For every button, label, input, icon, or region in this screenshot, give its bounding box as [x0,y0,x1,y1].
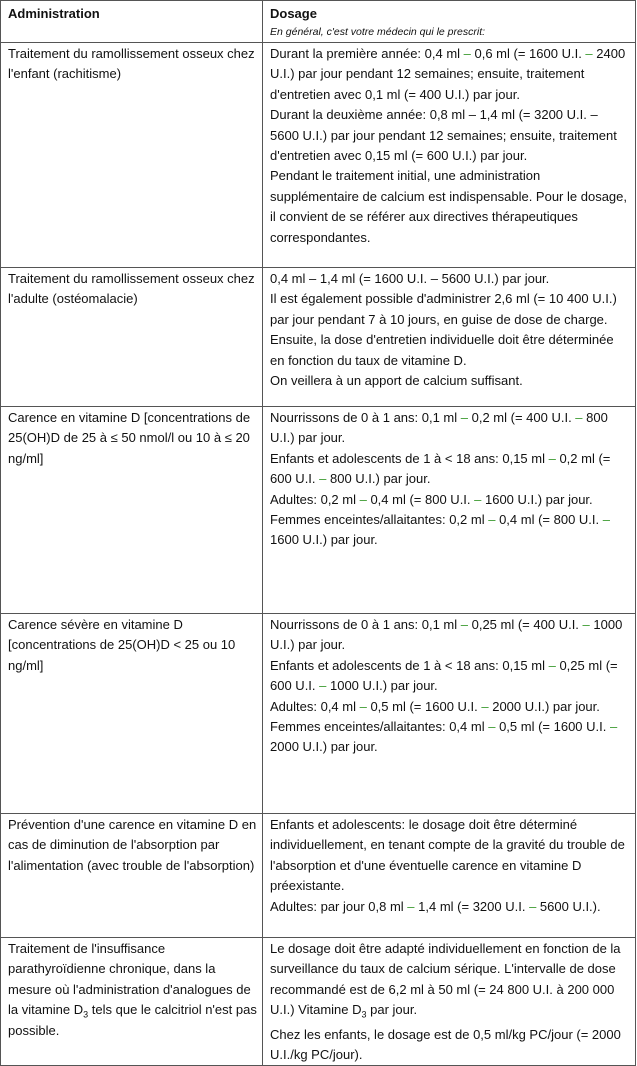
dosage-text: Pendant le traitement initial, une administration supplémentaire de calcium est indispensable. Pour le dosage, il convient de se référer aux directives thérapeutiques correspondantes. [270,168,627,245]
dosage-paragraph [270,615,630,656]
dosage-cell [263,407,636,614]
range-dash: – [602,512,610,528]
dosage-text: 0,4 ml (= 800 U.I. [366,491,475,507]
dosage-text: On veillera à un apport de calcium suffisant. [270,373,523,389]
administration-text: Prévention d'une carence en vitamine D en cas de diminution de l'absorption par l'alimentation (avec trouble de l'absorption) [8,817,257,873]
dosage-text: 0,5 ml (= 1600 U.I. [366,698,482,714]
dosage-paragraph [270,289,630,371]
dosage-text: 1,4 ml (= 3200 U.I. [414,898,530,914]
administration-cell [1,407,263,614]
dosage-text: 5600 U.I.). [536,898,601,914]
range-dash: – [359,698,367,714]
dosage-text: 800 U.I.) par jour. [326,471,431,487]
dosage-paragraph [270,897,630,917]
dosage-paragraph [270,697,630,717]
dosage-text: Le dosage doit être adapté individuellement en fonction de la surveillance du taux de calcium sérique. L'intervalle de dose recommandé est de 6,2 ml à 50 ml (= 24 800 U.I. à 200 000 U.I.) Vitamine D [270,941,621,1018]
dosage-cell [263,938,636,1066]
dosage-text: Enfants et adolescents de 1 à < 18 ans: 0,15 ml [270,450,549,466]
table-row [1,407,636,614]
range-dash: – [609,719,618,735]
dosage-paragraph [270,510,630,551]
administration-text: Carence en vitamine D [concentrations de 25(OH)D de 25 à ≤ 50 nmol/l ou 10 à ≤ 20 ng/ml] [8,410,251,466]
administration-text: tels que le calcitriol n'est pas possible. [8,1002,257,1038]
range-dash: – [529,898,537,914]
dosage-text: 0,25 ml (= 600 U.I. [270,657,618,694]
header-administration-label: Administration [8,6,100,21]
administration-text: Traitement du ramollissement osseux chez l'adulte (ostéomalacie) [8,271,255,307]
dosage-text: 0,4 ml (= 800 U.I. [495,512,603,528]
dosage-text: Durant la première année: 0,4 ml [270,46,464,61]
dosage-text: 1000 U.I.) par jour. [326,678,438,694]
range-dash: – [582,617,590,632]
administration-text: Traitement de l'insuffisance parathyroïdienne chronique, dans la mesure où l'administration d'analogues de la vitamine D [8,941,251,1018]
dosage-cell [263,43,636,268]
range-dash: – [481,698,489,714]
dosage-note: En général, c'est votre médecin qui le prescrit: [270,26,486,38]
dosage-text: 0,2 ml (= 600 U.I. [270,450,611,487]
header-dosage [263,1,636,43]
administration-cell [1,268,263,407]
dosage-text: Nourrissons de 0 à 1 ans: 0,1 ml [270,617,461,632]
dosage-text: 800 U.I.) par jour. [270,410,608,446]
range-dash: – [359,491,367,507]
dosage-text: Enfants et adolescents de 1 à < 18 ans: 0,15 ml [270,657,549,673]
header-administration [1,1,263,43]
administration-text: Carence sévère en vitamine D [concentrations de 25(OH)D < 25 ou 10 ng/ml] [8,617,236,673]
administration-cell [1,938,263,1066]
dosage-text: Enfants et adolescents: le dosage doit être déterminé individuellement, en tenant compte de la gravité du trouble de l'absorption et d'une éventuelle carence en vitamine D préexistante. [270,817,625,894]
dosage-text: 0,25 ml (= 400 U.I. [468,617,583,632]
dosage-text: Nourrissons de 0 à 1 ans: 0,1 ml [270,410,461,425]
dosage-cell [263,814,636,938]
table-row [1,43,636,268]
table-header-row [1,1,636,43]
dosage-paragraph [270,449,630,490]
administration-cell [1,43,263,268]
dosage-text: 0,2 ml (= 400 U.I. [468,410,576,425]
range-dash: – [460,410,468,425]
dosage-text: par jour. [366,1002,418,1018]
table-row [1,614,636,814]
range-dash: – [460,617,468,632]
dosage-paragraph: Chez les enfants, le dosage est de 0,5 ml/kg PC/jour (= 2000 U.I./kg PC/jour). [270,1026,621,1063]
dosage-paragraph [270,269,630,289]
dosage-text: Femmes enceintes/allaitantes: 0,2 ml [270,512,489,528]
range-dash: – [463,46,471,61]
dosage-paragraph [270,717,630,758]
dosage-text: 0,4 ml – 1,4 ml (= 1600 U.I. – 5600 U.I.) par jour. [270,271,550,286]
dosage-text: 1600 U.I.) par jour. [270,532,378,548]
dosage-text: 2000 U.I.) par jour. [270,739,378,755]
dosage-paragraph [270,490,630,510]
range-dash: – [319,678,327,694]
dosage-paragraph [270,408,630,449]
dosage-paragraph [270,656,630,697]
subscript: 3 [361,1009,367,1020]
table-row [1,814,636,938]
range-dash: – [407,898,415,914]
dosage-text: 1600 U.I.) par jour. [481,491,593,507]
header-dosage-label: Dosage [270,6,317,21]
administration-cell [1,814,263,938]
administration-cell [1,614,263,814]
dosage-text: Adultes: par jour 0,8 ml [270,898,408,914]
range-dash: – [575,410,583,425]
range-dash: – [585,46,593,61]
table-row [1,268,636,407]
table-row [1,938,636,1066]
range-dash: – [548,450,556,466]
range-dash: – [488,512,496,528]
dosage-text: Adultes: 0,4 ml [270,698,360,714]
dosage-cell [263,268,636,407]
administration-text: Traitement du ramollissement osseux chez l'enfant (rachitisme) [8,46,255,82]
dosage-text: 2400 U.I.) par jour pendant 12 semaines; ensuite, traitement d'entretien avec 0,1 ml (= 400 U.I.) par jour. [270,46,626,102]
dosage-text: Adultes: 0,2 ml [270,491,360,507]
range-dash: – [488,719,496,735]
dosage-text: Il est également possible d'administrer 2,6 ml (= 10 400 U.I.) par jour pendant 7 à 10 jours, en guise de dose de charge. Ensuite, la dose d'entretien individuelle doit être déterminée en fonction du taux de vitamine D. [270,291,617,368]
dosage-text: 2000 U.I.) par jour. [488,698,600,714]
dosage-text: 0,6 ml (= 1600 U.I. [470,46,586,61]
subscript: 3 [83,1009,89,1020]
dosage-text: 0,5 ml (= 1600 U.I. [495,719,610,735]
dosage-text: 1000 U.I.) par jour. [270,617,623,653]
range-dash: – [548,657,556,673]
dosage-paragraph [270,166,630,248]
dosage-paragraph [270,939,630,1021]
dosage-paragraph [270,105,630,166]
dosage-paragraph [270,44,630,105]
range-dash: – [474,491,482,507]
dosage-paragraph [270,815,630,897]
dosage-text: Femmes enceintes/allaitantes: 0,4 ml [270,719,489,735]
range-dash: – [319,471,327,487]
dosage-paragraph [270,371,630,391]
dosage-cell [263,614,636,814]
dosage-text: Durant la deuxième année: 0,8 ml – 1,4 ml (= 3200 U.I. – 5600 U.I.) par jour pendant 12 semaines; ensuite, traitement d'entretien avec 0,15 ml (= 600 U.I.) par jour. [270,107,617,164]
